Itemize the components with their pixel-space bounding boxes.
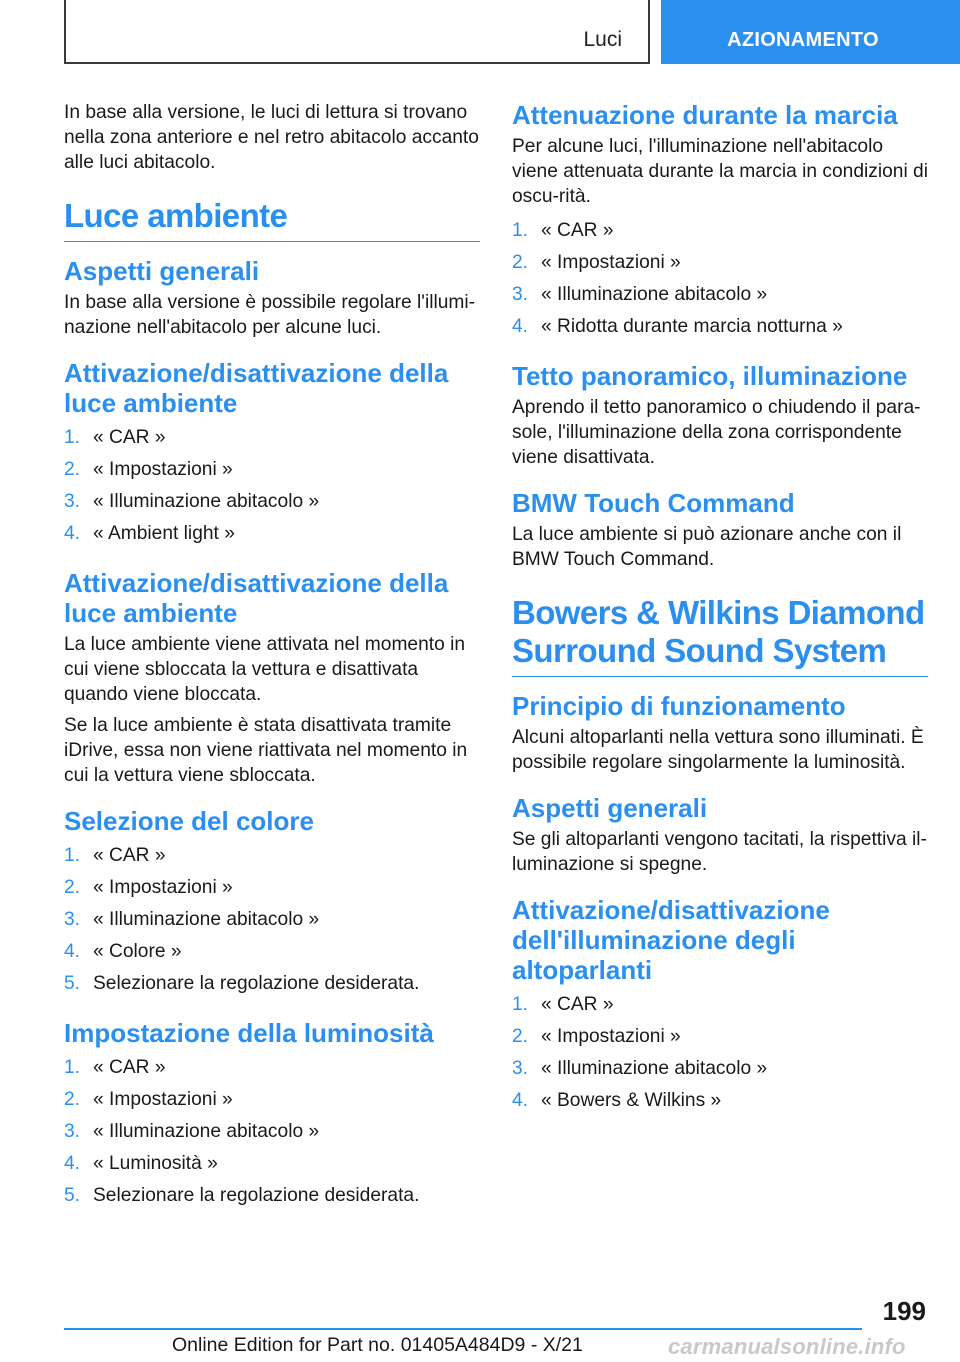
section-heading: Impostazione della luminosità [64,1018,434,1048]
header-chapter-tab [661,0,960,64]
list-text: « Impostazioni » [93,877,233,898]
steps-list [512,989,928,1117]
list-item [64,454,480,486]
section-paragraph: In base alla versione è possibile regolare l'illumi-nazione nell'abitacolo per alcune luci. [64,292,476,338]
section-heading: Attivazione/disattivazione dell'illuminazione degli altoparlanti [512,895,830,985]
list-item [64,1116,480,1148]
intro-paragraph: In base alla versione, le luci di lettura si trovano nella zona anteriore e nel retro abitacolo accanto alle luci abitacolo. [64,102,479,173]
section-heading: Aspetti generali [512,793,708,823]
list-item [64,872,480,904]
list-number: 1. [512,994,529,1015]
list-number: 2. [64,1089,81,1110]
list-number: 3. [64,491,81,512]
list-number: 2. [64,877,81,898]
section-heading: BMW Touch Command [512,488,795,518]
section-heading: Attivazione/disattivazione della luce ambiente [64,358,449,418]
list-number: 4. [512,1090,529,1111]
list-text: « CAR » [93,845,166,866]
section-paragraph: La luce ambiente viene attivata nel momento in cui viene sbloccata la vettura e disattivata quando viene bloccata. [64,634,466,705]
section-heading: Attenuazione durante la marcia [512,100,898,130]
list-text: « Illuminazione abitacolo » [93,909,320,930]
list-item [512,1085,928,1117]
list-text: « Ambient light » [93,523,235,544]
steps-list [64,1052,480,1212]
section-paragraph: Se la luce ambiente è stata disattivata tramite iDrive, essa non viene riattivata nel momento in cui la vettura viene sbloccata. [64,715,468,786]
list-item [64,968,480,1000]
list-number: 1. [512,220,529,241]
list-item [512,1021,928,1053]
footer-edition-text: Online Edition for Part no. 01405A484D9 - X/21 [172,1334,583,1356]
steps-list [64,840,480,1000]
list-item [64,422,480,454]
list-item [64,936,480,968]
list-number: 3. [64,1121,81,1142]
list-number: 4. [64,1153,81,1174]
list-item [64,1052,480,1084]
page-number: 199 [882,1296,926,1326]
list-item [512,1053,928,1085]
section-heading: Attivazione/disattivazione della luce ambiente [64,568,449,628]
list-item [64,486,480,518]
section-heading: Principio di funzionamento [512,691,846,721]
list-number: 2. [512,1026,529,1047]
list-text: « CAR » [93,427,166,448]
list-text: « Illuminazione abitacolo » [93,491,320,512]
list-item [512,989,928,1021]
list-number: 4. [512,316,529,337]
list-number: 4. [64,523,81,544]
list-text: « Illuminazione abitacolo » [93,1121,320,1142]
list-number: 4. [64,941,81,962]
list-text: « Colore » [93,941,182,962]
list-number: 5. [64,973,81,994]
list-number: 3. [512,1058,529,1079]
list-text: « Impostazioni » [541,252,681,273]
list-number: 1. [64,427,81,448]
list-text: « Impostazioni » [93,459,233,480]
list-text: Selezionare la regolazione desiderata. [93,1185,420,1206]
right-column [512,100,928,1123]
section-paragraph: La luce ambiente si può azionare anche con il BMW Touch Command. [512,524,902,570]
list-text: « Illuminazione abitacolo » [541,284,768,305]
list-text: « Impostazioni » [541,1026,681,1047]
list-text: « Impostazioni » [93,1089,233,1110]
list-text: « Ridotta durante marcia notturna » [541,316,843,337]
section-paragraph: Aprendo il tetto panoramico o chiudendo il para-sole, l'illuminazione della zona corrispondente viene disattivata. [512,397,921,468]
list-text: « CAR » [93,1057,166,1078]
list-item [512,215,928,247]
list-number: 3. [64,909,81,930]
list-item [64,1084,480,1116]
header-chapter-title: AZIONAMENTO [727,29,879,51]
chapter-heading-bowers-wilkins: Bowers & Wilkins Diamond Surround Sound System [512,594,928,677]
section-heading: Selezione del colore [64,806,314,836]
header-frame [64,0,650,64]
list-text: « CAR » [541,220,614,241]
list-item [64,840,480,872]
list-text: Selezionare la regolazione desiderata. [93,973,420,994]
left-column [64,100,480,1218]
list-number: 1. [64,845,81,866]
list-number: 2. [512,252,529,273]
list-number: 3. [512,284,529,305]
watermark-logo: carmanualsonline.info [668,1334,906,1359]
list-item [512,311,928,343]
list-item [64,1148,480,1180]
list-number: 5. [64,1185,81,1206]
list-item [64,518,480,550]
list-text: « CAR » [541,994,614,1015]
list-number: 2. [64,459,81,480]
section-paragraph: Alcuni altoparlanti nella vettura sono illuminati. È possibile regolare singolarmente la luminosità. [512,727,924,773]
section-paragraph: Se gli altoparlanti vengono tacitati, la rispettiva il-luminazione si spegne. [512,829,927,875]
steps-list [64,422,480,550]
header-section-title: Luci [583,28,622,51]
list-number: 1. [64,1057,81,1078]
section-heading: Aspetti generali [64,256,260,286]
list-item [512,279,928,311]
chapter-heading-luce-ambiente: Luce ambiente [64,197,480,242]
section-heading: Tetto panoramico, illuminazione [512,361,908,391]
steps-list [512,215,928,343]
footer-divider [64,1328,862,1330]
list-text: « Illuminazione abitacolo » [541,1058,768,1079]
list-item [64,1180,480,1212]
list-text: « Bowers & Wilkins » [541,1090,722,1111]
list-item [512,247,928,279]
list-item [64,904,480,936]
section-paragraph: Per alcune luci, l'illuminazione nell'abitacolo viene attenuata durante la marcia in condizioni di oscu-rità. [512,136,928,207]
list-text: « Luminosità » [93,1153,218,1174]
